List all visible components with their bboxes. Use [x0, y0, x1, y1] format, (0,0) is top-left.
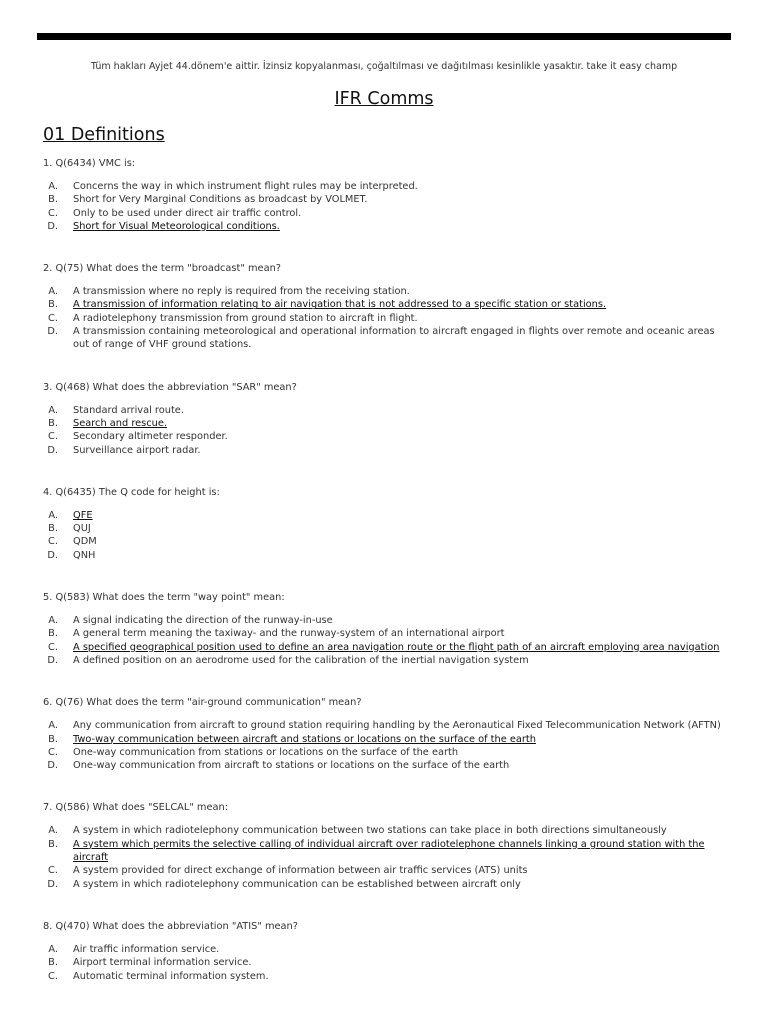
answer-options [43, 824, 733, 890]
answer-option [43, 325, 733, 352]
answer-options [43, 180, 733, 233]
answer-option [43, 535, 733, 548]
answer-option [43, 654, 733, 667]
answer-options [43, 285, 733, 351]
answer-options [43, 404, 733, 457]
question-text: 6. Q(76) What does the term "air-ground communication" mean? [43, 697, 362, 709]
question-block [43, 920, 733, 983]
answer-option [43, 759, 733, 772]
option-letter: C. [48, 431, 58, 443]
option-letter: D. [47, 878, 58, 890]
answer-option-correct [43, 733, 733, 746]
option-text: Standard arrival route. [73, 404, 184, 416]
option-text: Search and rescue. [73, 417, 167, 429]
option-text: Only to be used under direct air traffic control. [73, 207, 302, 219]
option-letter: B. [48, 299, 58, 311]
answer-option [43, 180, 733, 193]
option-text: A defined position on an aerodrome used for the calibration of the inertial navigation system [73, 654, 529, 666]
option-text: One-way communication from aircraft to stations or locations on the surface of the earth [73, 760, 510, 772]
option-text: Secondary altimeter responder. [73, 431, 228, 443]
option-text: A radiotelephony transmission from ground station to aircraft in flight. [73, 312, 418, 324]
option-text: A specified geographical position used to define an area navigation route or the flight path of an aircraft employing area navigation [73, 641, 720, 653]
option-letter: C. [48, 207, 58, 219]
question-block [43, 262, 733, 351]
option-letter: B. [48, 628, 58, 640]
answer-option [43, 193, 733, 206]
option-text: A system in which radiotelephony communication can be established between aircraft only [73, 878, 521, 890]
answer-option [43, 956, 733, 969]
option-letter: D. [47, 326, 58, 338]
option-letter: B. [48, 523, 58, 535]
option-letter: A. [48, 181, 58, 192]
option-letter: A. [48, 509, 58, 521]
answer-option [43, 614, 733, 627]
option-letter: A. [48, 825, 58, 837]
option-letter: D. [47, 220, 58, 232]
answer-option-correct [43, 417, 733, 430]
question-text: 1. Q(6434) VMC is: [43, 158, 136, 169]
answer-option [43, 312, 733, 325]
question-block [43, 696, 733, 772]
option-text: Short for Visual Meteorological conditions. [73, 220, 280, 232]
option-text: Airport terminal information service. [73, 957, 252, 969]
document-title: IFR Comms [334, 89, 434, 109]
answer-option-correct [43, 298, 733, 311]
answer-option-correct [43, 509, 733, 522]
question-text: 4. Q(6435) The Q code for height is: [43, 486, 220, 498]
question-block [43, 591, 733, 667]
answer-option [43, 404, 733, 417]
option-text: Concerns the way in which instrument flight rules may be interpreted. [73, 181, 418, 192]
option-letter: A. [48, 943, 58, 955]
answer-option [43, 444, 733, 457]
option-letter: B. [48, 194, 58, 206]
answer-option-correct [43, 220, 733, 233]
option-text: QDM [73, 536, 97, 548]
answer-option [43, 864, 733, 877]
option-text: A general term meaning the taxiway- and the runway-system of an international airport [73, 628, 505, 640]
answer-option [43, 746, 733, 759]
answer-options [43, 509, 733, 562]
answer-option [43, 970, 733, 983]
option-letter: A. [48, 720, 58, 732]
answer-option [43, 549, 733, 562]
question-text: 2. Q(75) What does the term "broadcast" mean? [43, 263, 281, 275]
answer-option [43, 943, 733, 956]
answer-option-correct [43, 838, 733, 865]
option-letter: C. [48, 312, 58, 324]
section-heading: 01 Definitions [43, 125, 165, 145]
question-text: 8. Q(470) What does the abbreviation "ATIS" mean? [43, 920, 298, 932]
option-text: A system which permits the selective calling of individual aircraft over radiotelephone channels linking a ground station with the aircraft [73, 838, 705, 864]
option-letter: C. [48, 970, 58, 982]
option-letter: A. [48, 615, 58, 627]
option-text: QNH [73, 549, 96, 561]
question-text: 7. Q(586) What does "SELCAL" mean: [43, 802, 229, 814]
option-letter: D. [47, 654, 58, 666]
option-letter: D. [47, 760, 58, 772]
answer-options [43, 943, 733, 983]
answer-option [43, 430, 733, 443]
option-text: Short for Very Marginal Conditions as broadcast by VOLMET. [73, 194, 368, 206]
option-text: A transmission of information relating to air navigation that is not addressed to a specific station or stations. [73, 299, 607, 311]
answer-option [43, 522, 733, 535]
option-text: Air traffic information service. [73, 943, 220, 955]
option-text: A system in which radiotelephony communication between two stations can take place in both directions simultaneously [73, 825, 667, 837]
option-text: A signal indicating the direction of the runway-in-use [73, 615, 333, 627]
option-text: Any communication from aircraft to ground station requiring handling by the Aeronautical Fixed Telecommunication Network (AFTN) [73, 720, 721, 732]
option-letter: C. [48, 641, 58, 653]
option-text: A system provided for direct exchange of information between air traffic services (ATS) units [73, 865, 528, 877]
option-text: QUJ [73, 523, 91, 535]
answer-option [43, 285, 733, 298]
answer-option [43, 719, 733, 732]
option-letter: A. [48, 404, 58, 416]
question-block [43, 486, 733, 562]
option-text: A transmission where no reply is required from the receiving station. [73, 286, 410, 298]
answer-option [43, 207, 733, 220]
option-letter: B. [48, 838, 58, 850]
option-letter: C. [48, 536, 58, 548]
question-block [43, 157, 733, 233]
option-text: Surveillance airport radar. [73, 444, 201, 456]
answer-options [43, 614, 733, 667]
answer-option [43, 878, 733, 891]
option-letter: B. [48, 733, 58, 745]
answer-option [43, 824, 733, 837]
option-letter: D. [47, 549, 58, 561]
answer-option-correct [43, 641, 733, 654]
option-letter: D. [47, 444, 58, 456]
option-letter: A. [48, 286, 58, 298]
option-text: A transmission containing meteorological and operational information to aircraft engaged in flights over remote and oceanic areas out of range of VHF ground stations. [73, 326, 715, 351]
question-block [43, 801, 733, 890]
option-letter: C. [48, 865, 58, 877]
option-letter: C. [48, 746, 58, 758]
question-text: 5. Q(583) What does the term "way point" mean: [43, 592, 285, 604]
answer-options [43, 719, 733, 772]
question-block [43, 381, 733, 457]
question-text: 3. Q(468) What does the abbreviation "SAR" mean? [43, 381, 297, 393]
option-letter: B. [48, 417, 58, 429]
answer-option [43, 627, 733, 640]
header-rule [37, 33, 731, 40]
option-text: QFE [73, 509, 93, 521]
option-text: One-way communication from stations or locations on the surface of the earth [73, 746, 459, 758]
copyright-notice: Tüm hakları Ayjet 44.dönem'e aittir. İzinsiz kopyalanması, çoğaltılması ve dağıtılması kesinlikle yasaktır. take it easy champ [90, 61, 678, 72]
option-letter: B. [48, 957, 58, 969]
option-text: Automatic terminal information system. [73, 970, 269, 982]
question-list [43, 157, 733, 1012]
option-text: Two-way communication between aircraft and stations or locations on the surface of the earth [73, 733, 536, 745]
